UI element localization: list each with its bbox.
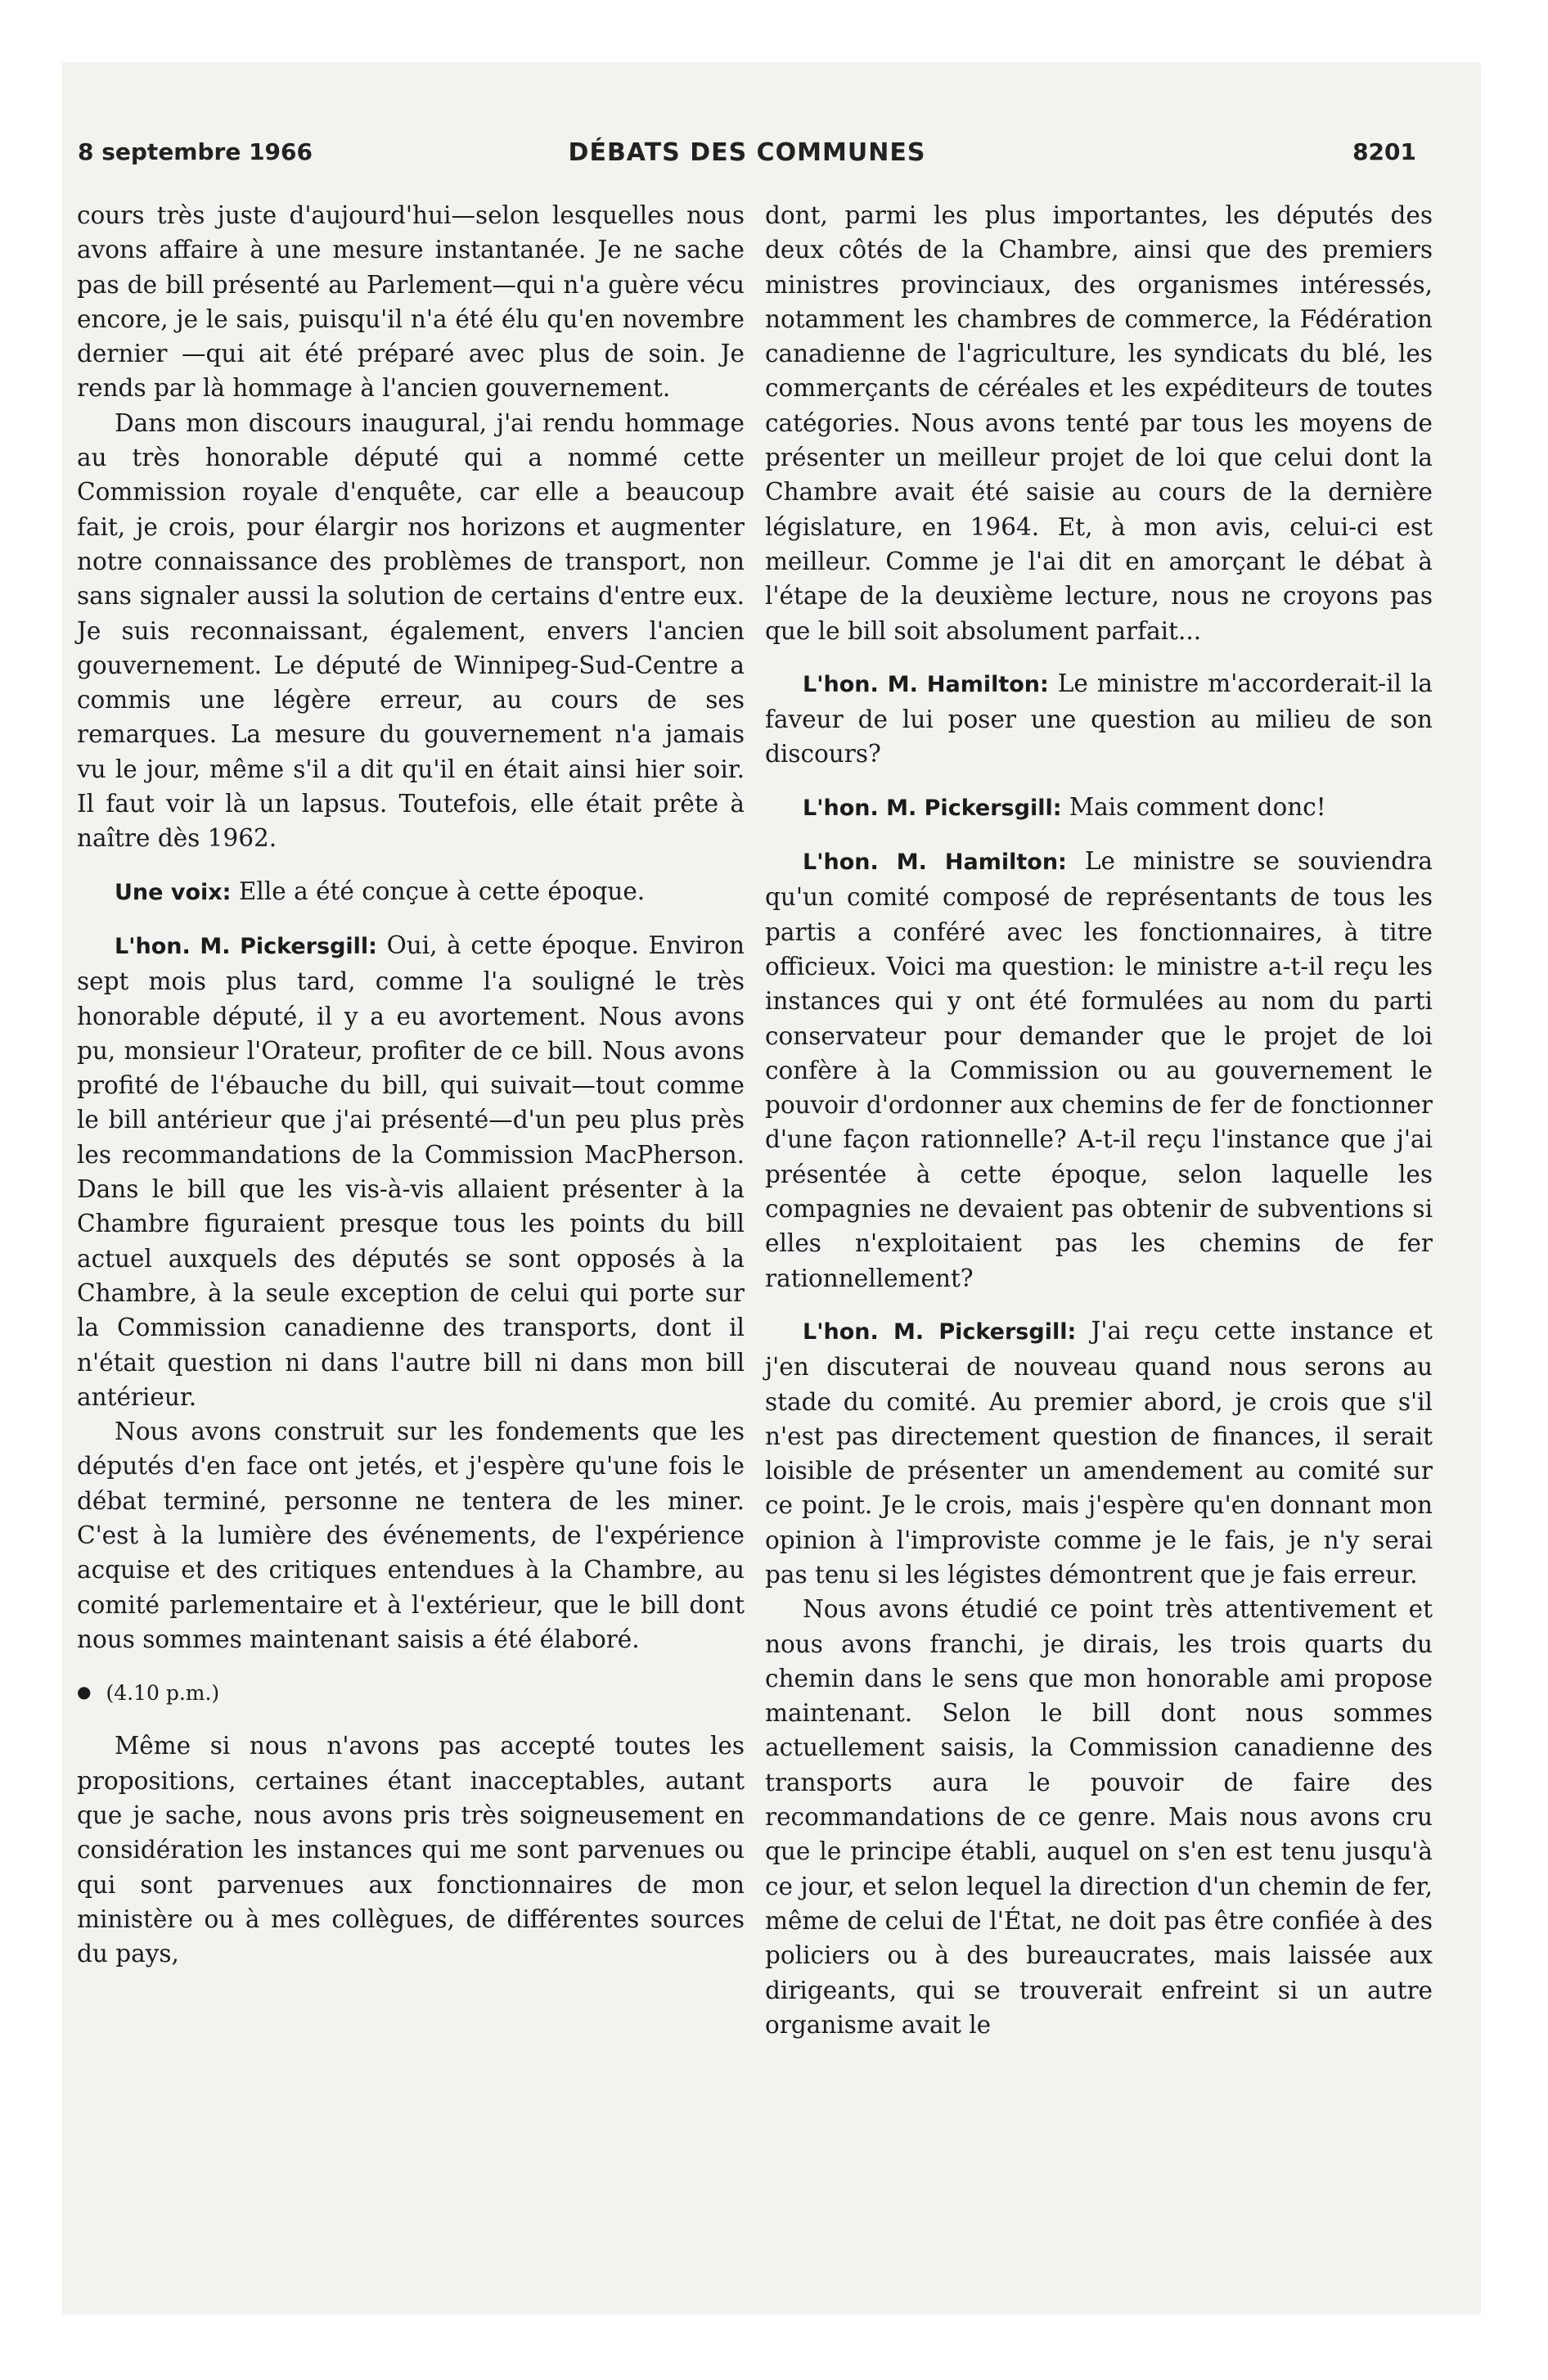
speaker-name: L'hon. M. Hamilton: (803, 671, 1049, 697)
time-marker (77, 1675, 745, 1711)
header-date: 8 septembre 1966 (78, 138, 313, 165)
left-column (77, 198, 745, 1972)
bullet-icon: ● (77, 1682, 92, 1702)
speech (765, 790, 1433, 826)
speech-text: J'ai reçu cette instance et j'en discuterai de nouveau quand nous serons au stade du comité. Au premier abord, je crois que s'il n'est pas directement question de finances, il serait loisible de présenter un amendement au comité sur ce point. Je le crois, mais j'espère qu'en donnant mon opinion à l'improviste comme je le fais, je n'y serai pas tenu si les légistes démontrent que je fais erreur. (765, 1316, 1433, 1589)
speech-text: Le ministre m'accorderait-il la faveur de lui poser une question au milieu de son discours? (765, 669, 1433, 769)
time-marker-text: (4.10 p.m.) (106, 1681, 220, 1706)
right-column (765, 198, 1433, 2042)
speech-text: Oui, à cette époque. Environ sept mois plus tard, comme l'a souligné le très honorable député, il y a eu avortement. Nous avons pu, monsieur l'Orateur, profiter de ce bill. Nous avons profité de l'ébauche du bill, qui suivait—tout comme le bill antérieur que j'ai présenté—d'un peu plus près les recommandations de la Commission MacPherson. Dans le bill que les vis-à-vis allaient présenter à la Chambre figuraient presque tous les points du bill actuel auxquels des députés se sont opposés à la Chambre, à la seule exception de celui qui porte sur la Commission canadienne des transports, dont il n'était question ni dans l'autre bill ni dans mon bill antérieur. (77, 931, 745, 1411)
paragraph: Nous avons construit sur les fondements que les députés d'en face ont jetés, et j'espère qu'une fois le débat terminé, personne ne tentera de les miner. C'est à la lumière des événements, de l'expérience acquise et des critiques entendues à la Chambre, au comité parlementaire et à l'extérieur, que le bill dont nous sommes maintenant saisis a été élaboré. (77, 1418, 745, 1653)
header-title: DÉBATS DES COMMUNES (568, 138, 926, 167)
speaker-name: Une voix: (115, 879, 232, 905)
speaker-name: L'hon. M. Pickersgill: (803, 795, 1062, 821)
paragraph: Nous avons étudié ce point très attentivement et nous avons franchi, je dirais, les trois quarts du chemin dans le sens que mon honorable ami propose maintenant. Selon le bill dont nous sommes actuellement saisis, la Commission canadienne des transports aura le pouvoir de faire des recommandations de ce genre. Mais nous avons cru que le principe établi, auquel on s'en est tenu jusqu'à ce jour, et selon lequel la direction d'un chemin de fer, même de celui de l'État, ne doit pas être confiée à des policiers ou à des bureaucrates, mais laissée aux dirigeants, qui se trouverait enfreint si un autre organisme avait le (765, 1595, 1433, 2039)
speech (77, 874, 745, 910)
speech (765, 844, 1433, 1296)
paragraph: Dans mon discours inaugural, j'ai rendu hommage au très honorable député qui a nommé cette Commission royale d'enquête, car elle a beaucoup fait, je crois, pour élargir nos horizons et augmenter notre connaissance des problèmes de transport, non sans signaler aussi la solution de certains d'entre eux. Je suis reconnaissant, également, envers l'ancien gouvernement. Le député de Winnipeg-Sud-Centre a commis une légère erreur, au cours de ses remarques. La mesure du gouvernement n'a jamais vu le jour, même s'il a dit qu'il en était ainsi hier soir. Il faut voir là un lapsus. Toutefois, elle était prête à naître dès 1962. (77, 408, 745, 853)
speech-text: Le ministre se souviendra qu'un comité composé de représentants de tous les partis a conféré avec les fonctionnaires, à titre officieux. Voici ma question: le ministre a-t-il reçu les instances qui y ont été formulées au nom du parti conservateur pour demander que le projet de loi confère à la Commission ou au gouvernement le pouvoir d'ordonner aux chemins de fer de fonctionner d'une façon rationnelle? A-t-il reçu l'instance que j'ai présentée à cette époque, selon laquelle les compagnies ne devaient pas obtenir de subventions si elles n'exploitaient pas les chemins de fer rationnellement? (765, 847, 1433, 1292)
speech-text: Mais comment donc! (1061, 792, 1326, 821)
speech (765, 666, 1433, 772)
paragraph: Même si nous n'avons pas accepté toutes les propositions, certaines étant inacceptables, autant que je sache, nous avons pris très soigneusement en considération les instances qui me sont parvenues ou qui sont parvenues aux fonctionnaires de mon ministère ou à mes collègues, de différentes sources du pays, (77, 1732, 745, 1968)
speaker-name: L'hon. M. Pickersgill: (115, 933, 377, 959)
paragraph: cours très juste d'aujourd'hui—selon lesquelles nous avons affaire à une mesure instantanée. Je ne sache pas de bill présenté au Parlement—qui n'a guère vécu encore, je le sais, puisqu'il n'a été élu qu'en novembre dernier —qui ait été préparé avec plus de soin. Je rends par là hommage à l'ancien gouvernement. (77, 201, 745, 403)
speaker-name: L'hon. M. Pickersgill: (803, 1318, 1077, 1345)
speech-text: Elle a été conçue à cette époque. (231, 877, 646, 905)
paragraph: dont, parmi les plus importantes, les députés des deux côtés de la Chambre, ainsi que des premiers ministres provinciaux, des organismes intéressés, notamment les chambres de commerce, la Fédération canadienne de l'agriculture, les syndicats du blé, les commerçants de céréales et les expéditeurs de toutes catégories. Nous avons tenté par tous les moyens de présenter un meilleur projet de loi que celui dont la Chambre avait été saisie au cours de la dernière législature, en 1964. Et, à mon avis, celui-ci est meilleur. Comme je l'ai dit en amorçant le débat à l'étape de la deuxième lecture, nous ne croyons pas que le bill soit absolument parfait... (765, 201, 1433, 645)
speaker-name: L'hon. M. Hamilton: (803, 850, 1067, 876)
speech (765, 1314, 1433, 1592)
running-header (78, 138, 1416, 173)
page-number: 8201 (1352, 138, 1416, 165)
speech (77, 928, 745, 1414)
